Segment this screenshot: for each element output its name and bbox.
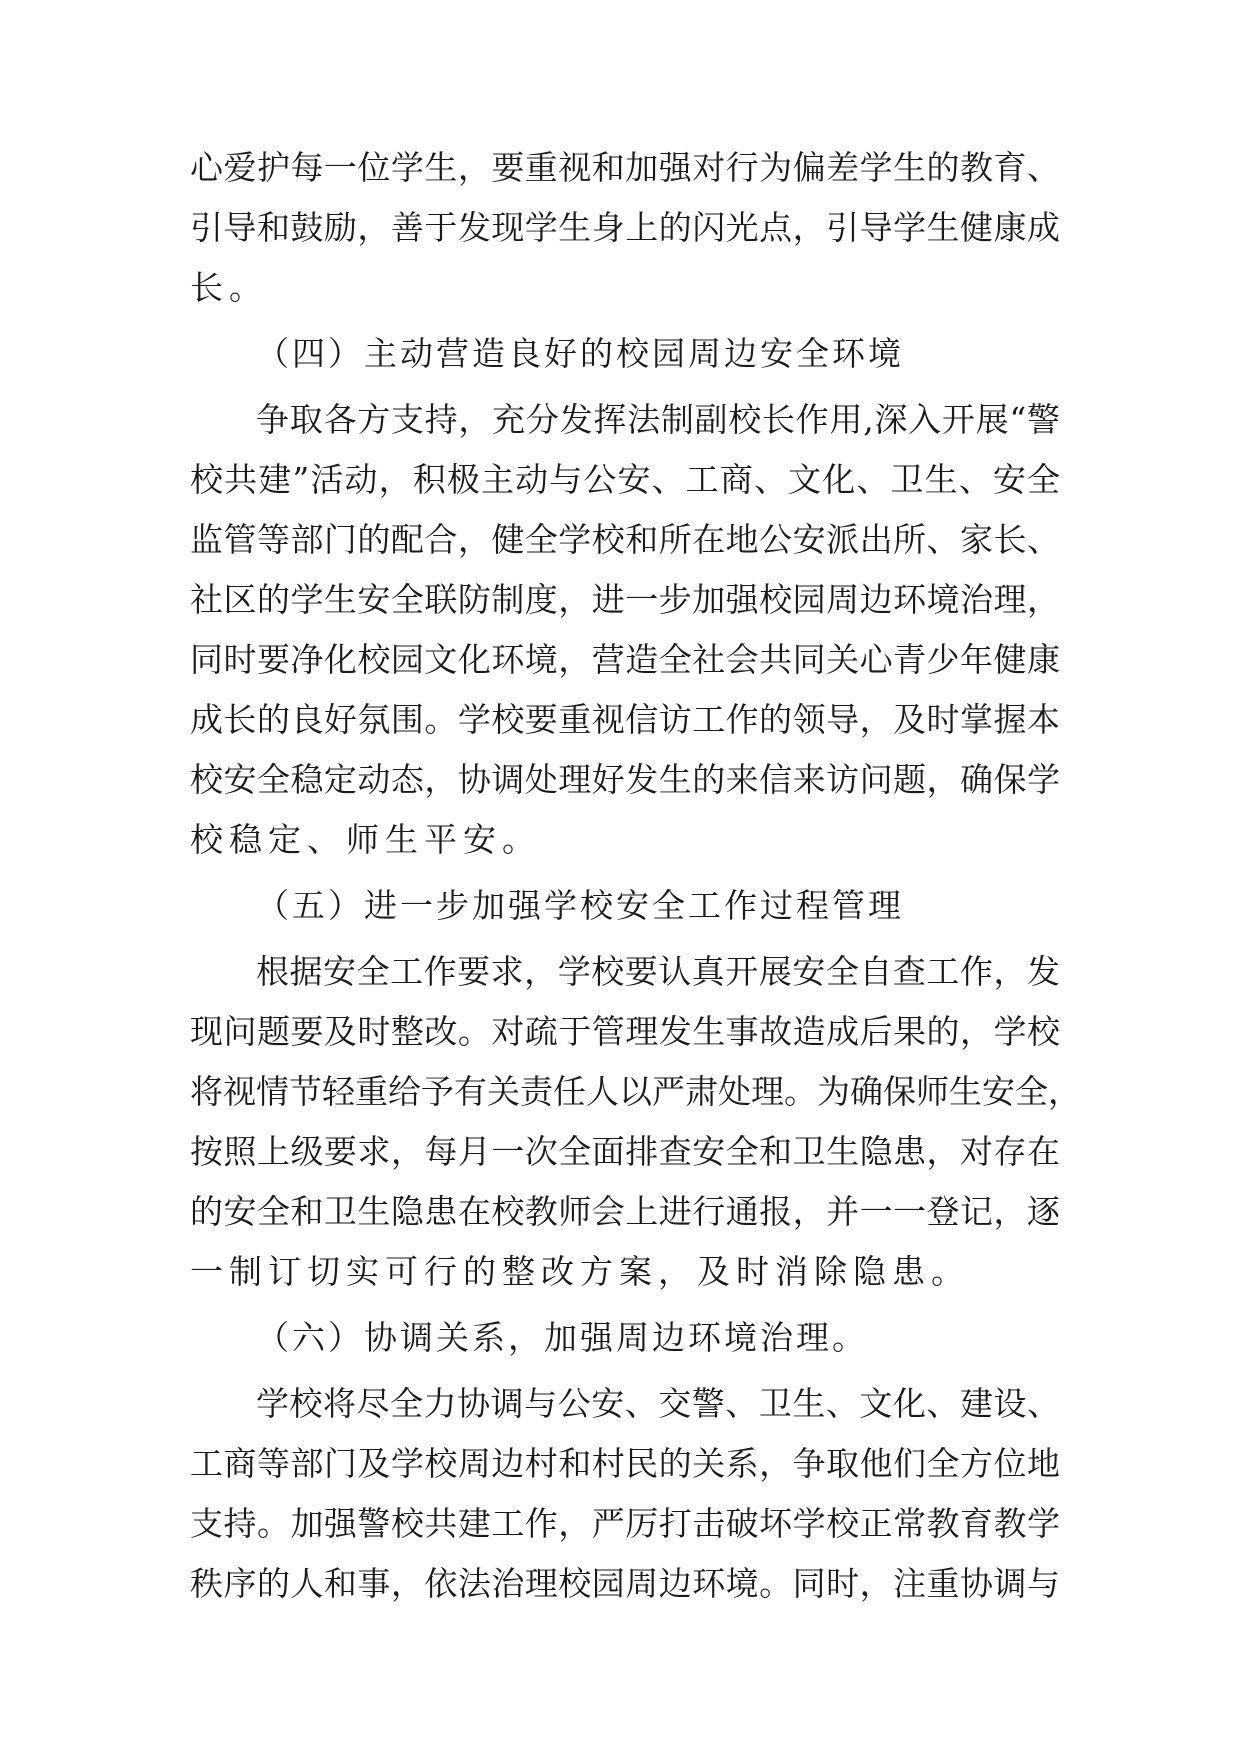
body-text-line: 同时要净化校园文化环境，营造全社会共同关心青少年健康	[190, 640, 1060, 679]
body-text-line: 学校将尽全力协调与公安、交警、卫生、文化、建设、	[256, 1384, 1060, 1423]
body-text-line: 争取各方支持，充分发挥法制副校长作用,深入开展“警	[256, 400, 1060, 439]
body-text-line: 支持。加强警校共建工作，严厉打击破坏学校正常教育教学	[190, 1504, 1060, 1543]
body-text-line: 引导和鼓励，善于发现学生身上的闪光点，引导学生健康成	[190, 208, 1060, 247]
section-heading: （六）协调关系，加强周边环境治理。	[256, 1318, 868, 1357]
body-text-line: 秩序的人和事，依法治理校园周边环境。同时，注重协调与	[190, 1564, 1060, 1603]
body-text-line: 按照上级要求，每月一次全面排查安全和卫生隐患，对存在	[190, 1132, 1060, 1171]
body-text-line: 将视情节轻重给予有关责任人以严肃处理。为确保师生安全，	[190, 1072, 1081, 1111]
body-text-line: 长。	[190, 268, 268, 307]
body-text-line: 一制订切实可行的整改方案，及时消除隐患。	[190, 1252, 970, 1291]
body-text-line: 心爱护每一位学生，要重视和加强对行为偏差学生的教育、	[190, 148, 1060, 187]
body-text-line: 的安全和卫生隐患在校教师会上进行通报，并一一登记，逐	[190, 1192, 1060, 1231]
section-heading: （五）进一步加强学校安全工作过程管理	[256, 886, 904, 925]
body-text-line: 成长的良好氛围。学校要重视信访工作的领导，及时掌握本	[190, 700, 1060, 739]
body-text-line: 根据安全工作要求，学校要认真开展安全自查工作，发	[256, 952, 1060, 991]
body-text-line: 校共建”活动，积极主动与公安、工商、文化、卫生、安全	[190, 460, 1060, 499]
body-text-line: 校安全稳定动态，协调处理好发生的来信来访问题，确保学	[190, 760, 1060, 799]
body-text-line: 工商等部门及学校周边村和村民的关系，争取他们全方位地	[190, 1444, 1060, 1483]
body-text-line: 现问题要及时整改。对疏于管理发生事故造成后果的，学校	[190, 1012, 1060, 1051]
section-heading: （四）主动营造良好的校园周边安全环境	[256, 334, 904, 373]
body-text-line: 监管等部门的配合，健全学校和所在地公安派出所、家长、	[190, 520, 1060, 559]
body-text-line: 校稳定、师生平安。	[190, 820, 541, 859]
body-text-line: 社区的学生安全联防制度，进一步加强校园周边环境治理，	[190, 580, 1060, 619]
